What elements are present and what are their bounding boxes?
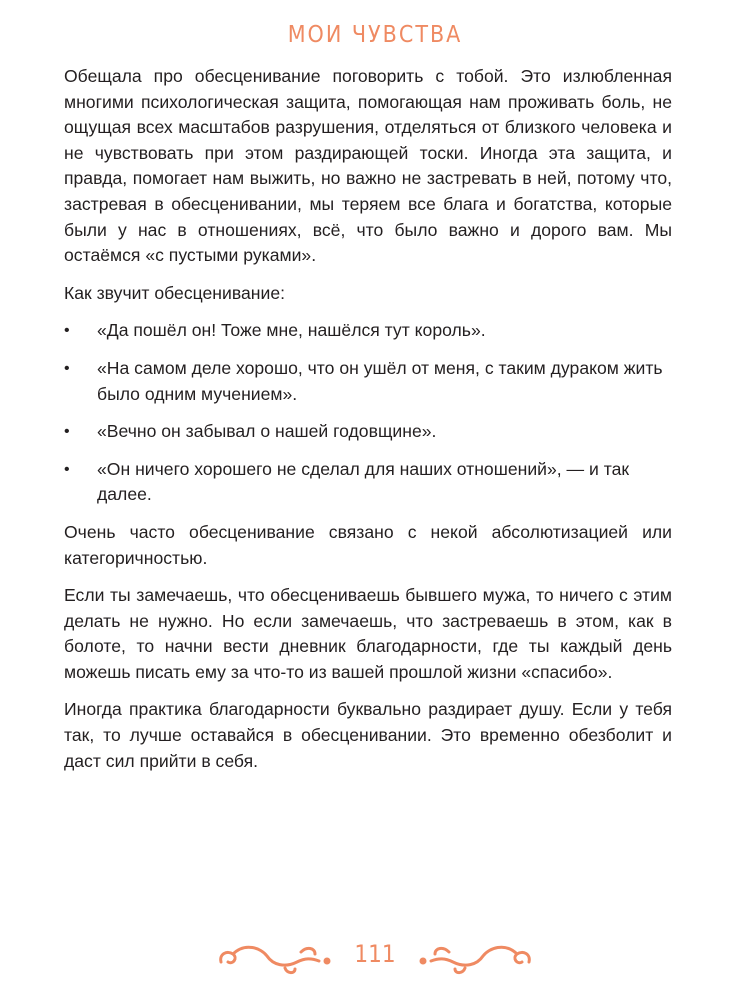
list-item [64,457,672,508]
list-item [64,318,672,344]
quote-list [64,318,672,508]
bullet-icon: • [64,460,70,478]
page-body [64,64,672,786]
list-item [64,356,672,407]
swirl-ornament-left-icon [215,938,335,978]
running-header: МОИ ЧУВСТВА [287,22,463,48]
paragraph: Обещала про обесценивание поговорить с тобой. Это излюбленная многими психологическая защита, помогающая нам проживать боль, не ощущая всех масштабов разрушения, отделяться от близкого человека и не чувствовать при этом раздирающей тоски. Иногда эта защита, и правда, помогает нам выжить, но важно не застревать в ней, потому что, застревая в обесценивании, мы теряем все блага и богатства, которые были у нас в отношениях, всё, что было важно и дорого вам. Мы остаёмся «с пустыми руками». [64,66,672,266]
bullet-icon: • [64,322,70,340]
list-item-text: «На самом деле хорошо, что он ушёл от меня, с таким дураком жить было одним мучением». [97,357,663,404]
list-item-text: «Он ничего хорошего не сделал для наших отношений», — и так далее. [97,458,630,505]
bullet-icon: • [64,423,70,441]
list-item-text: «Да пошёл он! Тоже мне, нашёлся тут король». [97,320,486,341]
list-item [64,419,672,445]
list-item-text: «Вечно он забывал о нашей годовщине». [97,421,437,442]
swirl-ornament-right-icon [415,938,535,978]
paragraph: Иногда практика благодарности буквально раздирает душу. Если у тебя так, то лучше оставайся в обесценивании. Это временно обезболит и даст сил прийти в себя. [64,699,672,771]
paragraph: Если ты замечаешь, что обесцениваешь бывшего мужа, то ничего с этим делать не нужно. Но если замечаешь, что застреваешь в этом, как в болоте, то начни вести дневник благодарности, где ты каждый день можешь писать ему за что-то из вашей прошлой жизни «спасибо». [64,585,672,682]
bullet-icon: • [64,359,70,377]
paragraph: Очень часто обесценивание связано с некой абсолютизацией или категоричностью. [64,521,672,568]
page-footer [0,938,750,978]
page-number: 111 [354,940,396,968]
paragraph: Как звучит обесценивание: [64,282,285,303]
